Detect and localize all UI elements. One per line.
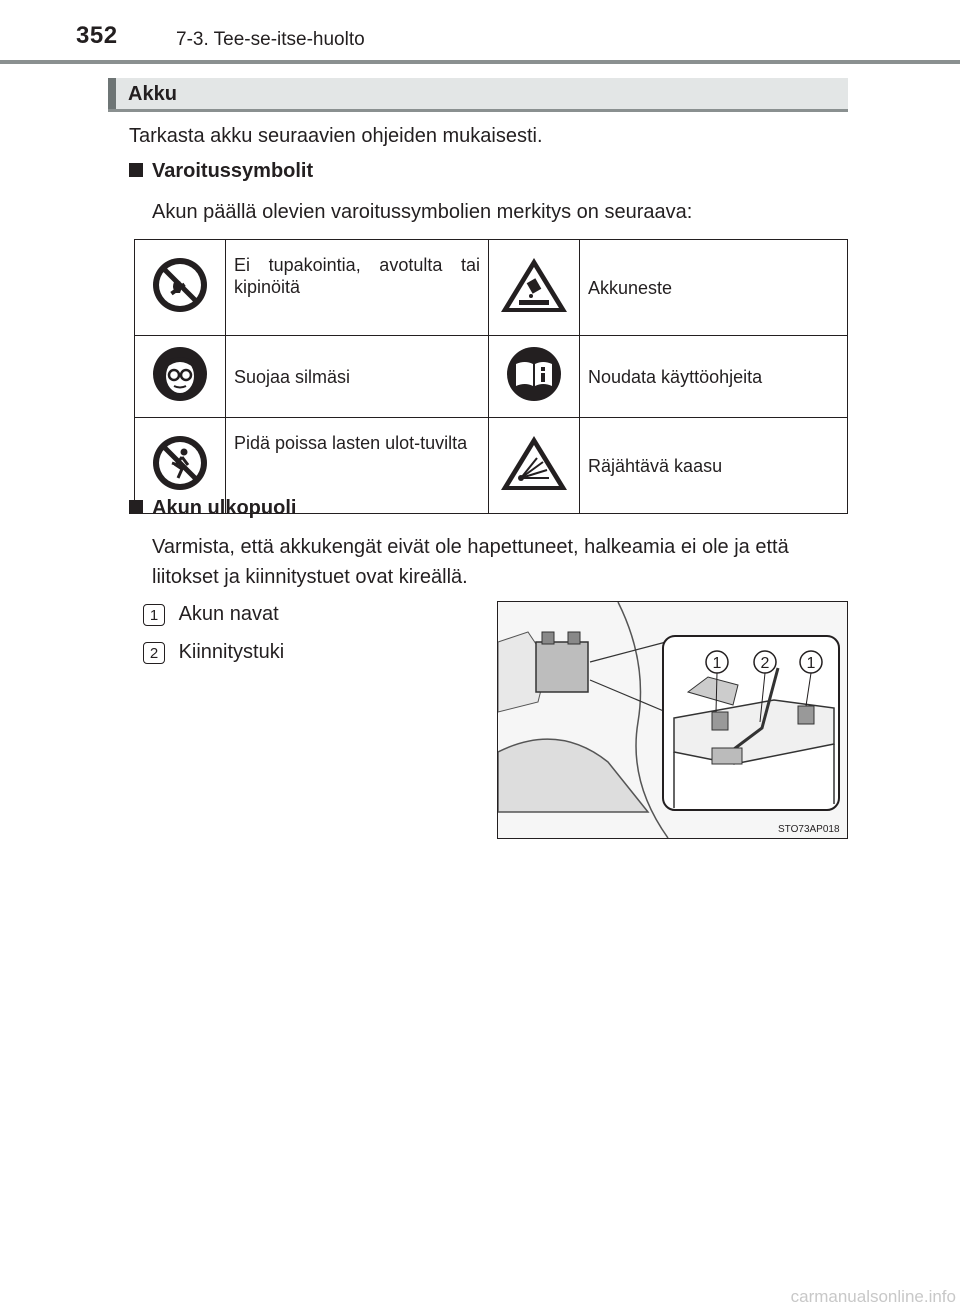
watermark: carmanualsonline.info xyxy=(790,1287,956,1306)
warning-label: Akkuneste xyxy=(588,277,673,298)
table-cell xyxy=(226,240,489,336)
header-rule xyxy=(0,60,960,64)
table-cell xyxy=(580,240,848,336)
intro-text: Tarkasta akku seuraavien ohjeiden mukaisesti. xyxy=(129,125,543,147)
table-row xyxy=(135,240,848,336)
warning-label: Pidä poissa lasten ulot-tuvilta xyxy=(234,433,468,453)
title-accent-bar xyxy=(108,78,116,109)
callout-badge: 2 xyxy=(143,642,165,664)
page-title: Akku xyxy=(128,83,177,105)
page-number: 352 xyxy=(76,22,118,49)
callout-number: 2 xyxy=(760,655,770,672)
figure-code: STO73AP018 xyxy=(778,824,840,835)
corrosive-liquid-icon xyxy=(499,256,569,314)
section-title: 7-3. Tee-se-itse-huolto xyxy=(176,29,365,50)
bullet-square-icon xyxy=(129,163,143,177)
warning-symbols-table xyxy=(134,239,848,514)
legend-label: Akun navat xyxy=(178,603,279,625)
callout-number: 1 xyxy=(806,655,816,672)
table-cell xyxy=(135,336,226,418)
no-smoking-icon xyxy=(152,257,208,313)
warning-label: Suojaa silmäsi xyxy=(234,366,351,387)
table-cell xyxy=(489,240,580,336)
warning-label: Ei tupakointia, avotulta tai kipinöitä xyxy=(234,255,480,297)
callout-badge: 1 xyxy=(143,604,165,626)
callout-number: 1 xyxy=(712,655,722,672)
table-cell xyxy=(135,240,226,336)
title-box xyxy=(108,78,848,112)
keep-away-children-icon xyxy=(152,435,208,491)
warnings-heading xyxy=(129,160,313,183)
table-cell xyxy=(489,418,580,514)
legend-label: Kiinnitystuki xyxy=(178,641,285,663)
warnings-text: Akun päällä olevien varoitussymbolien merkitys on seuraava: xyxy=(152,201,693,223)
table-cell xyxy=(580,418,848,514)
table-cell xyxy=(580,336,848,418)
bullet-square-icon xyxy=(129,500,143,514)
legend-item xyxy=(143,641,284,664)
eye-protection-icon xyxy=(152,346,208,402)
battery-illustration xyxy=(497,601,848,839)
engine-bay-drawing xyxy=(498,602,847,838)
explosive-gas-icon xyxy=(499,434,569,492)
exterior-heading xyxy=(129,497,296,520)
table-cell xyxy=(226,336,489,418)
table-cell xyxy=(489,336,580,418)
warning-label: Räjähtävä kaasu xyxy=(588,455,723,476)
warning-label: Noudata käyttöohjeita xyxy=(588,366,763,387)
read-manual-icon xyxy=(506,346,562,402)
warnings-heading-label: Varoitussymbolit xyxy=(152,160,314,182)
exterior-text: Varmista, että akkukengät eivät ole hapettuneet, halkeamia ei ole ja että liitokset ja kiinnitystuet ovat kireällä. xyxy=(152,536,789,588)
exterior-heading-label: Akun ulkopuoli xyxy=(152,497,297,519)
legend-item xyxy=(143,603,279,626)
table-row xyxy=(135,336,848,418)
